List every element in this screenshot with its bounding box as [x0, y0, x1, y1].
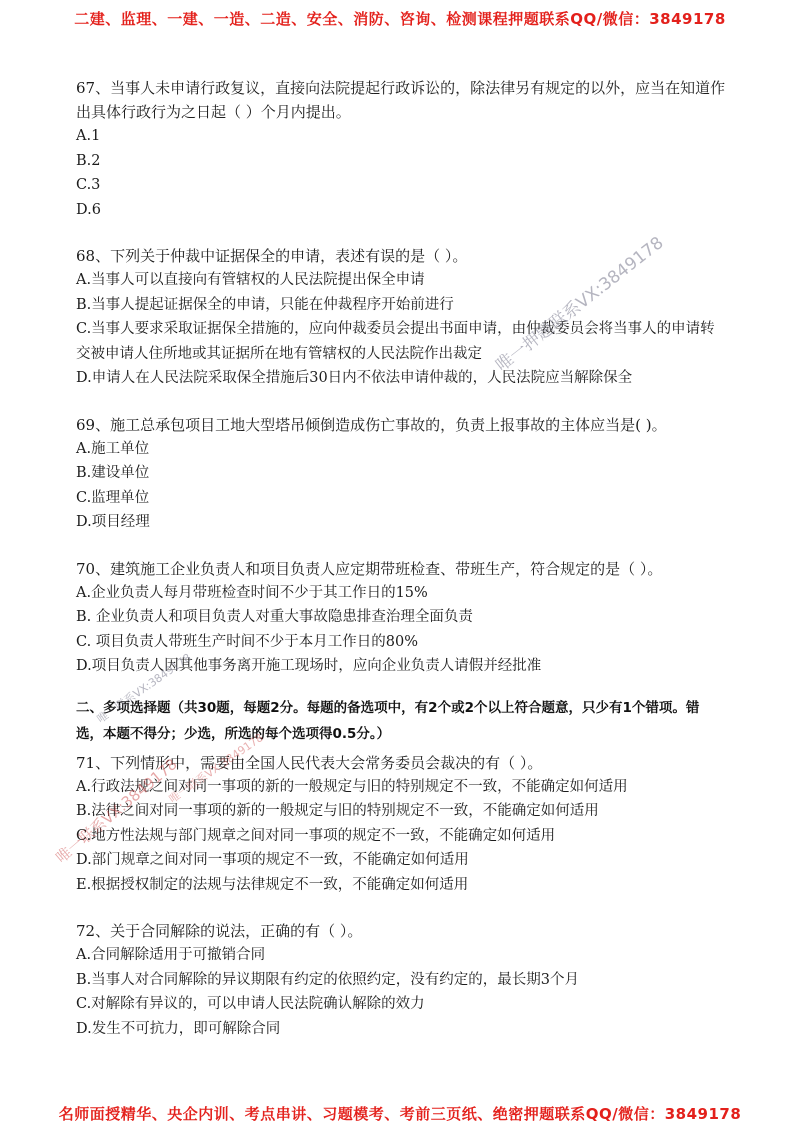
option-d: D.发生不可抗力，即可解除合同 — [76, 1020, 281, 1037]
watermark: 唯一联系VX:3849178 — [52, 755, 181, 867]
option-a: A.合同解除适用于可撤销合同 — [76, 947, 266, 963]
watermark: 唯一联系VX:3849178 — [94, 651, 194, 726]
option-c: C. 项目负责人带班生产时间不少于本月工作日的80% — [76, 633, 419, 650]
top-banner: 二建、监理、一建、一造、二造、安全、消防、咨询、检测课程押题联系QQ/微信：3849178 — [74, 10, 726, 28]
question-text: 72、关于合同解除的说法，正确的有（ ）。 — [76, 922, 363, 940]
watermark: 唯一押题联系VX:3849178 — [492, 232, 668, 376]
option-b: B.当事人提起证据保全的申请，只能在仲裁程序开始前进行 — [76, 296, 454, 313]
watermark: 唯一联系VX:3849178 — [166, 731, 266, 806]
question-text: 70、建筑施工企业负责人和项目负责人应定期带班检查、带班生产，符合规定的是（ ）。 — [76, 559, 663, 578]
question-69 — [76, 413, 726, 535]
option-b: B. 企业负责人和项目负责人对重大事故隐患排查治理全面负责 — [76, 609, 473, 625]
option-d: D.项目经理 — [76, 514, 150, 530]
section-heading-multiple-choice: 二、多项选择题（共30题，每题2分。每题的备选项中，有2个或2个以上符合题意，只少有1个错项。错选，本题不得分；少选，所选的每个选项得0.5分。） — [76, 699, 700, 742]
option-b: B.建设单位 — [76, 465, 150, 481]
option-c: C.监理单位 — [76, 489, 150, 506]
option-d: D.6 — [76, 201, 101, 218]
option-b: B.当事人对合同解除的异议期限有约定的依照约定，没有约定的，最长期3个月 — [76, 971, 579, 988]
option-d: D.申请人在人民法院采取保全措施后30日内不依法申请仲裁的，人民法院应当解除保全 — [76, 370, 633, 386]
option-c: C.3 — [76, 177, 101, 193]
option-a: A.施工单位 — [76, 440, 150, 457]
exam-content — [76, 76, 726, 1063]
question-text: 71、下列情形中，需要由全国人民代表大会常务委员会裁决的有（ ）。 — [76, 753, 543, 772]
bottom-banner: 名师面授精华、央企内训、考点串讲、习题模考、考前三页纸、绝密押题联系QQ/微信：3849178 — [58, 1105, 742, 1123]
option-e: E.根据授权制定的法规与法律规定不一致，不能确定如何适用 — [76, 876, 469, 893]
option-c: C.地方性法规与部门规章之间对同一事项的规定不一致，不能确定如何适用 — [76, 827, 556, 844]
option-c: C.当事人要求采取证据保全措施的，应向仲裁委员会提出书面申请，由仲裁委员会将当事人的申请转交被申请人住所地或其证据所在地有管辖权的人民法院作出裁定 — [76, 321, 715, 362]
option-b: B.2 — [76, 152, 101, 169]
question-text: 67、当事人未申请行政复议，直接向法院提起行政诉讼的，除法律另有规定的以外，应当在知道作出具体行政行为之日起（ ）个月内提出。 — [76, 79, 726, 121]
question-text: 69、施工总承包项目工地大型塔吊倾倒造成伤亡事故的，负责上报事故的主体应当是( )。 — [76, 415, 667, 434]
option-d: D.项目负责人因其他事务离开施工现场时，应向企业负责人请假并经批准 — [76, 658, 542, 674]
option-a: A.1 — [76, 128, 101, 144]
option-a: A.企业负责人每月带班检查时间不少于其工作日的15% — [76, 584, 428, 601]
question-68 — [76, 244, 726, 391]
option-d: D.部门规章之间对同一事项的规定不一致，不能确定如何适用 — [76, 852, 469, 868]
option-b: B.法律之间对同一事项的新的一般规定与旧的特别规定不一致，不能确定如何适用 — [76, 803, 599, 819]
option-c: C.对解除有异议的，可以申请人民法院确认解除的效力 — [76, 996, 425, 1012]
question-text: 68、下列关于仲裁中证据保全的申请，表述有误的是（ ）。 — [76, 247, 468, 265]
question-67 — [76, 76, 726, 222]
question-70 — [76, 557, 726, 679]
question-72 — [76, 919, 726, 1041]
option-a: A.当事人可以直接向有管辖权的人民法院提出保全申请 — [76, 272, 425, 288]
option-a: A.行政法规之间对同一事项的新的一般规定与旧的特别规定不一致，不能确定如何适用 — [76, 778, 628, 795]
question-71 — [76, 751, 726, 898]
